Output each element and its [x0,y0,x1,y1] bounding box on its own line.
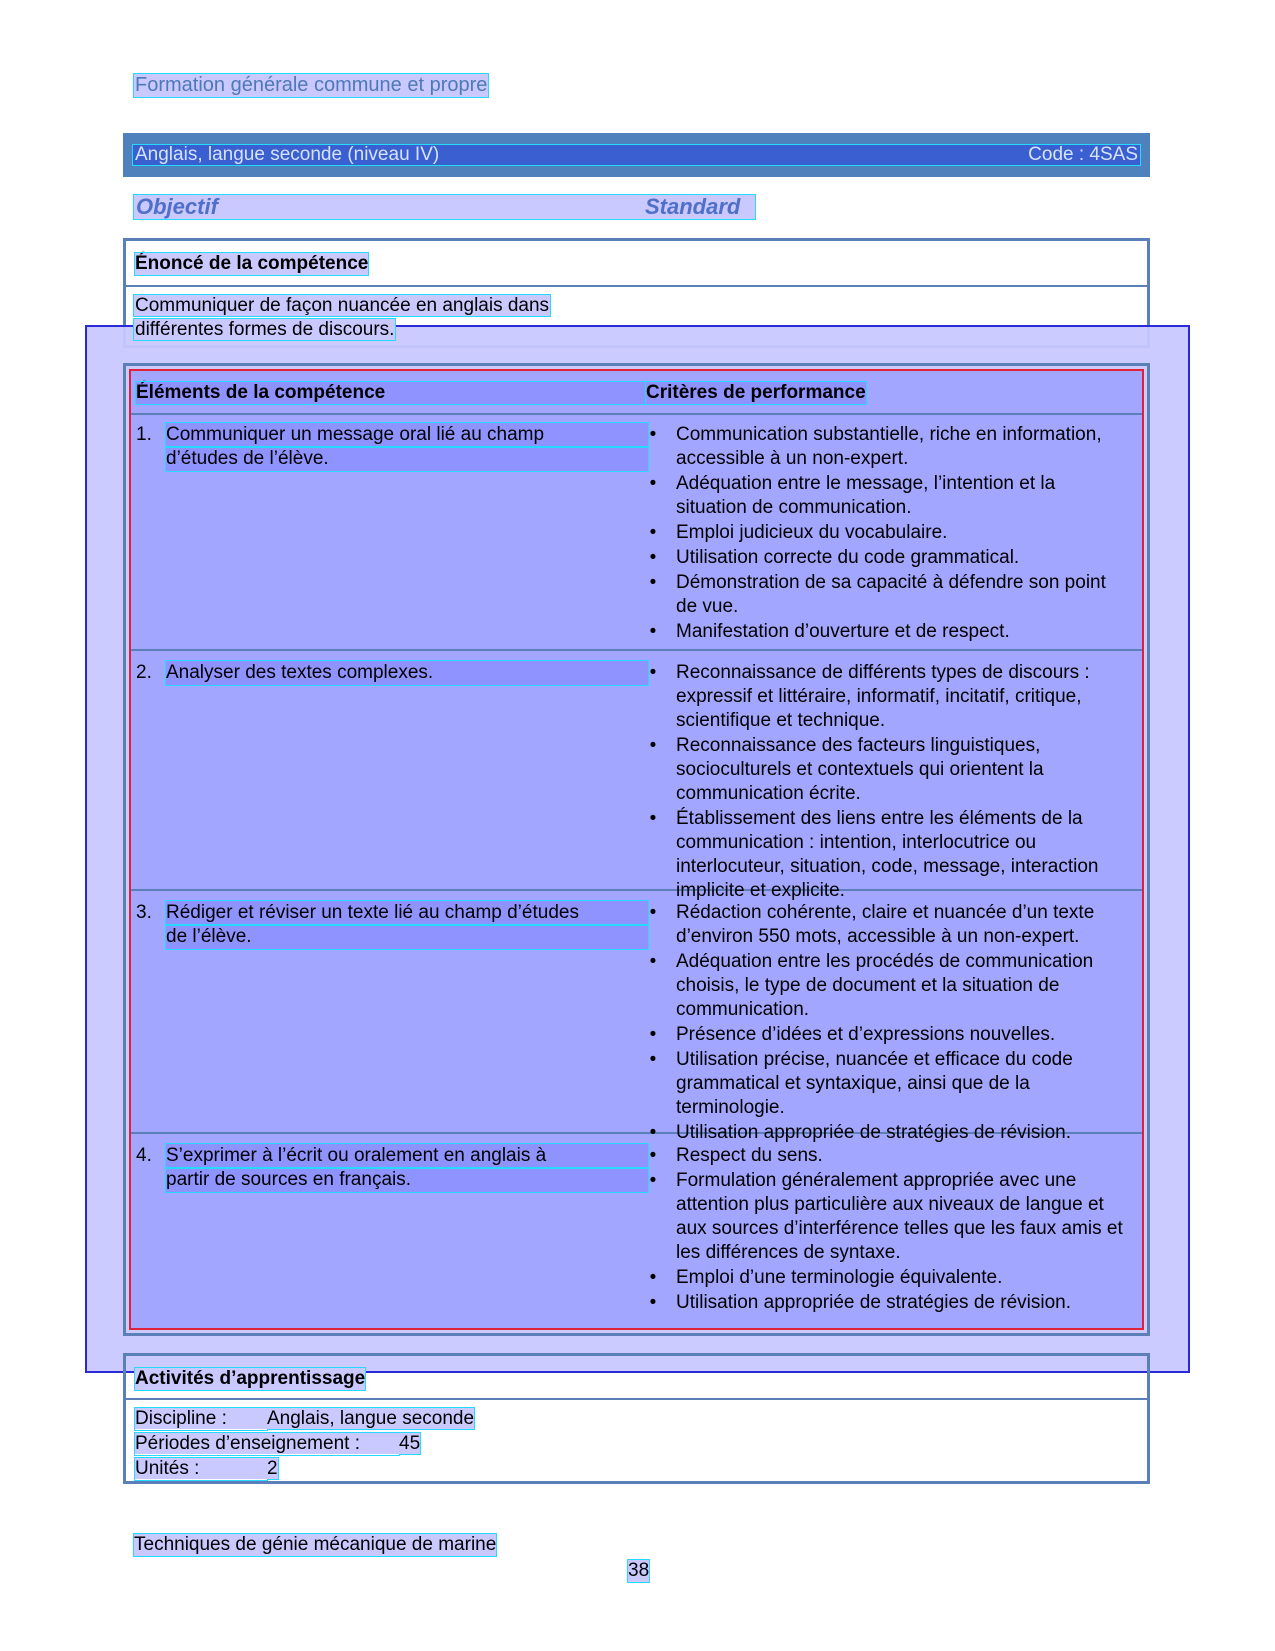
element-line: Rédiger et réviser un texte lié au champ d’études [166,901,648,925]
criteria-list [646,661,1126,904]
element-line: de l’élève. [166,925,648,949]
periodes-label: Périodes d’enseignement : [135,1433,360,1454]
list-item: • Emploi judicieux du vocabulaire. [649,522,948,543]
bullet-icon: • [649,808,657,829]
element-cell [136,661,648,685]
bullet-icon: • [649,1292,657,1313]
bullet-icon: • [649,424,657,445]
objective-label: Objectif [136,194,218,219]
course-banner [123,133,1150,177]
list-item: • Présence d’idées et d’expressions nouvelles. [649,1024,1056,1045]
bullet-icon: • [649,735,657,756]
bullet-icon: • [649,902,657,923]
list-item: • Adéquation entre le message, l’intention et la situation de communication. [649,473,1056,518]
element-line: Analyser des textes complexes. [166,661,648,685]
element-line: S’exprimer à l’écrit ou oralement en anglais à [166,1144,648,1168]
list-item: • Établissement des liens entre les éléments de la communication : intention, interlocutrice ou interlocuteur, situation, code, message, interaction implicite et explicite. [649,808,1099,901]
bullet-icon: • [649,1145,657,1166]
footer-program: Techniques de génie mécanique de marine [134,1534,497,1555]
unites-value: 2 [267,1458,278,1479]
table-row [131,1134,1142,1324]
standard-label: Standard [645,194,741,219]
bullet-icon: • [649,1170,657,1191]
list-item: • Utilisation appropriée de stratégies de révision. [649,1122,1071,1143]
discipline-label: Discipline : [135,1408,227,1429]
element-line: partir de sources en français. [166,1168,648,1192]
objective-standard-row [134,195,755,219]
activites-box [123,1353,1150,1484]
bullet-icon: • [649,547,657,568]
enonce-line-2: différentes formes de discours. [135,319,395,340]
bullet-icon: • [649,1122,657,1143]
col-criteres-header: Critères de performance [646,382,866,403]
page-number: 38 [628,1560,650,1581]
list-item: • Communication substantielle, riche en information, accessible à un non-expert. [649,424,1102,469]
criteria-list [646,901,1126,1146]
bullet-icon: • [649,951,657,972]
element-cell [136,423,648,471]
bullet-icon: • [649,1024,657,1045]
periodes-line [135,1433,420,1455]
enonce-text [134,294,550,342]
table-row [131,413,1142,651]
element-number: 2. [136,662,152,683]
element-line: d’études de l’élève. [166,447,648,471]
bullet-icon: • [649,662,657,683]
enonce-line-1: Communiquer de façon nuancée en anglais dans [135,295,550,316]
list-item: • Emploi d’une terminologie équivalente. [649,1267,1003,1288]
unites-label: Unités : [135,1458,200,1479]
course-title: Anglais, langue seconde (niveau IV) [135,144,440,165]
list-item: • Rédaction cohérente, claire et nuancée d’un texte d’environ 550 mots, accessible à un non-expert. [649,902,1095,947]
discipline-value: Anglais, langue seconde [267,1408,475,1429]
bullet-icon: • [649,621,657,642]
col-elements-header: Éléments de la compétence [136,382,651,404]
element-number: 4. [136,1145,152,1166]
list-item: • Adéquation entre les procédés de communication choisis, le type de document et la situation de communication. [649,951,1094,1020]
table-row [131,651,1142,901]
list-item: • Utilisation correcte du code grammatical. [649,547,1020,568]
table-row [131,891,1142,1143]
bullet-icon: • [649,473,657,494]
bullet-icon: • [649,1049,657,1070]
list-item: • Utilisation précise, nuancée et efficace du code grammatical et syntaxique, ainsi que de la terminologie. [649,1049,1073,1118]
list-item: • Utilisation appropriée de stratégies de révision. [649,1292,1071,1313]
element-cell [136,1144,648,1192]
list-item: • Reconnaissance de différents types de discours : expressif et littéraire, informatif, incitatif, critique, scientifique et technique. [649,662,1090,731]
periodes-value: 45 [399,1433,421,1454]
bullet-icon: • [649,522,657,543]
list-item: • Reconnaissance des facteurs linguistiques, socioculturels et contextuels qui orientent la communication écrite. [649,735,1044,804]
enonce-heading: Énoncé de la compétence [135,253,369,274]
bullet-icon: • [649,1267,657,1288]
list-item: • Démonstration de sa capacité à défendre son point de vue. [649,572,1106,617]
course-code: Code : 4SAS [1028,144,1138,165]
unites-line [135,1458,278,1480]
competence-table [123,363,1150,1336]
table-header [131,371,1142,415]
bullet-icon: • [649,572,657,593]
element-cell [136,901,648,949]
discipline-line [135,1408,474,1430]
element-line: Communiquer un message oral lié au champ [166,423,648,447]
list-item: • Formulation généralement appropriée avec une attention plus particulière aux niveaux de langue et aux sources d’interférence telles que les faux amis et les différences de syntaxe. [649,1170,1123,1263]
criteria-list [646,1144,1126,1316]
criteria-list [646,423,1126,645]
activites-heading: Activités d’apprentissage [135,1368,366,1389]
list-item: • Respect du sens. [649,1145,823,1166]
element-number: 3. [136,902,152,923]
section-title: Formation générale commune et propre [135,74,488,96]
list-item: • Manifestation d’ouverture et de respect. [649,621,1010,642]
element-number: 1. [136,424,152,445]
